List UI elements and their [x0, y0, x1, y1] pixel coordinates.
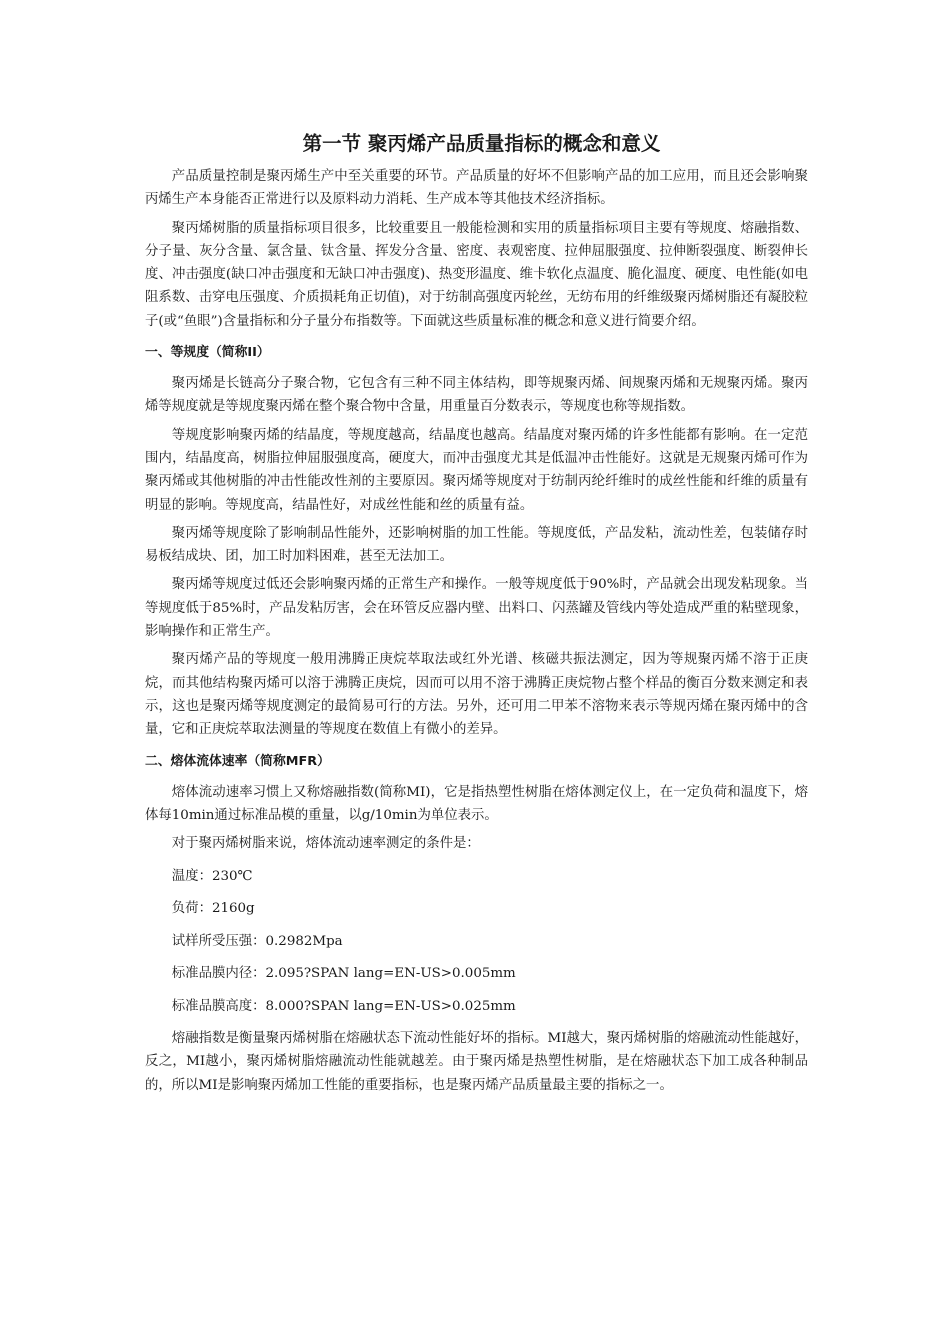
section1-paragraph-1: 聚丙烯是长链高分子聚合物，它包含有三种不同主体结构，即等规聚丙烯、间规聚丙烯和无规聚丙烯。聚丙烯等规度就是等规度聚丙烯在整个聚合物中含量，用重量百分数表示，等规度也称等规指数。 — [145, 376, 808, 415]
condition-die-diameter: 标准品膜内径：2.095?SPAN lang=EN-US>0.005mm — [171, 966, 516, 982]
page-title: 第一节 聚丙烯产品质量指标的概念和意义 — [302, 132, 661, 155]
document-page — [145, 128, 808, 1102]
intro-paragraph-2: 聚丙烯树脂的质量指标项目很多，比较重要且一般能检测和实用的质量指标项目主要有等规度、熔融指数、分子量、灰分含量、氯含量、钛含量、挥发分含量、密度、表观密度、拉伸屈服强度、拉伸断裂强度、断裂伸长度、冲击强度(缺口冲击强度和无缺口冲击强度)、热变形温度、维卡软化点温度、脆化温度、硬度、电性能(如电阻系数、击穿电压强度、介质损耗角正切值)，对于纺制高强度丙轮丝，无纺布用的纤维级聚丙烯树脂还有凝胶粒子(或“鱼眼”)含量指标和分子量分布指数等。下面就这些质量标准的概念和意义进行简要介绍。 — [145, 220, 808, 329]
condition-pressure: 试样所受压强：0.2982Mpa — [171, 933, 343, 949]
section2-paragraph-1: 熔体流动速率习惯上又称熔融指数(简称MI)，它是指热塑性树脂在熔体测定仪上，在一定负荷和温度下，熔体每10min通过标准品模的重量，以g/10min为单位表示。 — [145, 784, 808, 823]
section2-closing-paragraph: 熔融指数是衡量聚丙烯树脂在熔融状态下流动性能好坏的指标。MI越大，聚丙烯树脂的熔融流动性能越好，反之，MI越小，聚丙烯树脂熔融流动性能就越差。由于聚丙烯是热塑性树脂，是在熔融状态下加工成各种制品的，所以MI是影响聚丙烯加工性能的重要指标，也是聚丙烯产品质量最主要的指标之一。 — [145, 1031, 808, 1093]
section1-paragraph-4: 聚丙烯等规度过低还会影响聚丙烯的正常生产和操作。一般等规度低于90%时，产品就会出现发粘现象。当等规度低于85%时，产品发粘厉害，会在环管反应器内壁、出料口、闪蒸罐及管线内等处造成严重的粘壁现象，影响操作和正常生产。 — [145, 577, 808, 640]
section-heading-mfr: 二、熔体流体速率（简称MFR） — [145, 753, 330, 769]
section-heading-isotacticity: 一、等规度（简称II） — [145, 345, 270, 361]
condition-temperature: 温度：230℃ — [171, 868, 253, 884]
section1-paragraph-2: 等规度影响聚丙烯的结晶度，等规度越高，结晶度也越高。结晶度对聚丙烯的许多性能都有影响。在一定范围内，结晶度高，树脂拉伸屈服强度高，硬度大，而冲击强度尤其是低温冲击性能好。这就是无规聚丙烯可作为聚丙烯或其他树脂的冲击性能改性剂的主要原因。聚丙烯等规度对于纺制丙纶纤维时的成丝性能和纤维的质量有明显的影响。等规度高，结晶性好，对成丝性能和丝的质量有益。 — [145, 427, 808, 513]
conditions-intro: 对于聚丙烯树脂来说，熔体流动速率测定的条件是： — [171, 836, 480, 852]
intro-paragraph-1: 产品质量控制是聚丙烯生产中至关重要的环节。产品质量的好坏不但影响产品的加工应用，而且还会影响聚丙烯生产本身能否正常进行以及原料动力消耗、生产成本等其他技术经济指标。 — [145, 169, 808, 208]
section1-paragraph-3: 聚丙烯等规度除了影响制品性能外，还影响树脂的加工性能。等规度低，产品发粘，流动性差，包装储存时易板结成块、团，加工时加料困难，甚至无法加工。 — [145, 525, 808, 565]
condition-die-height: 标准品膜高度：8.000?SPAN lang=EN-US>0.025mm — [171, 998, 516, 1014]
section1-paragraph-5: 聚丙烯产品的等规度一般用沸腾正庚烷萃取法或红外光谱、核磁共振法测定，因为等规聚丙烯不溶于正庚烷，而其他结构聚丙烯可以溶于沸腾正庚烷，因而可以用不溶于沸腾正庚烷物占整个样品的衡百分数来测定和表示，这也是聚丙烯等规度测定的最简易可行的方法。另外，还可用二甲苯不溶物来表示等规丙烯在聚丙烯中的含量，它和正庚烷萃取法测量的等规度在数值上有微小的差异。 — [145, 652, 808, 738]
condition-load: 负荷：2160g — [171, 901, 255, 917]
